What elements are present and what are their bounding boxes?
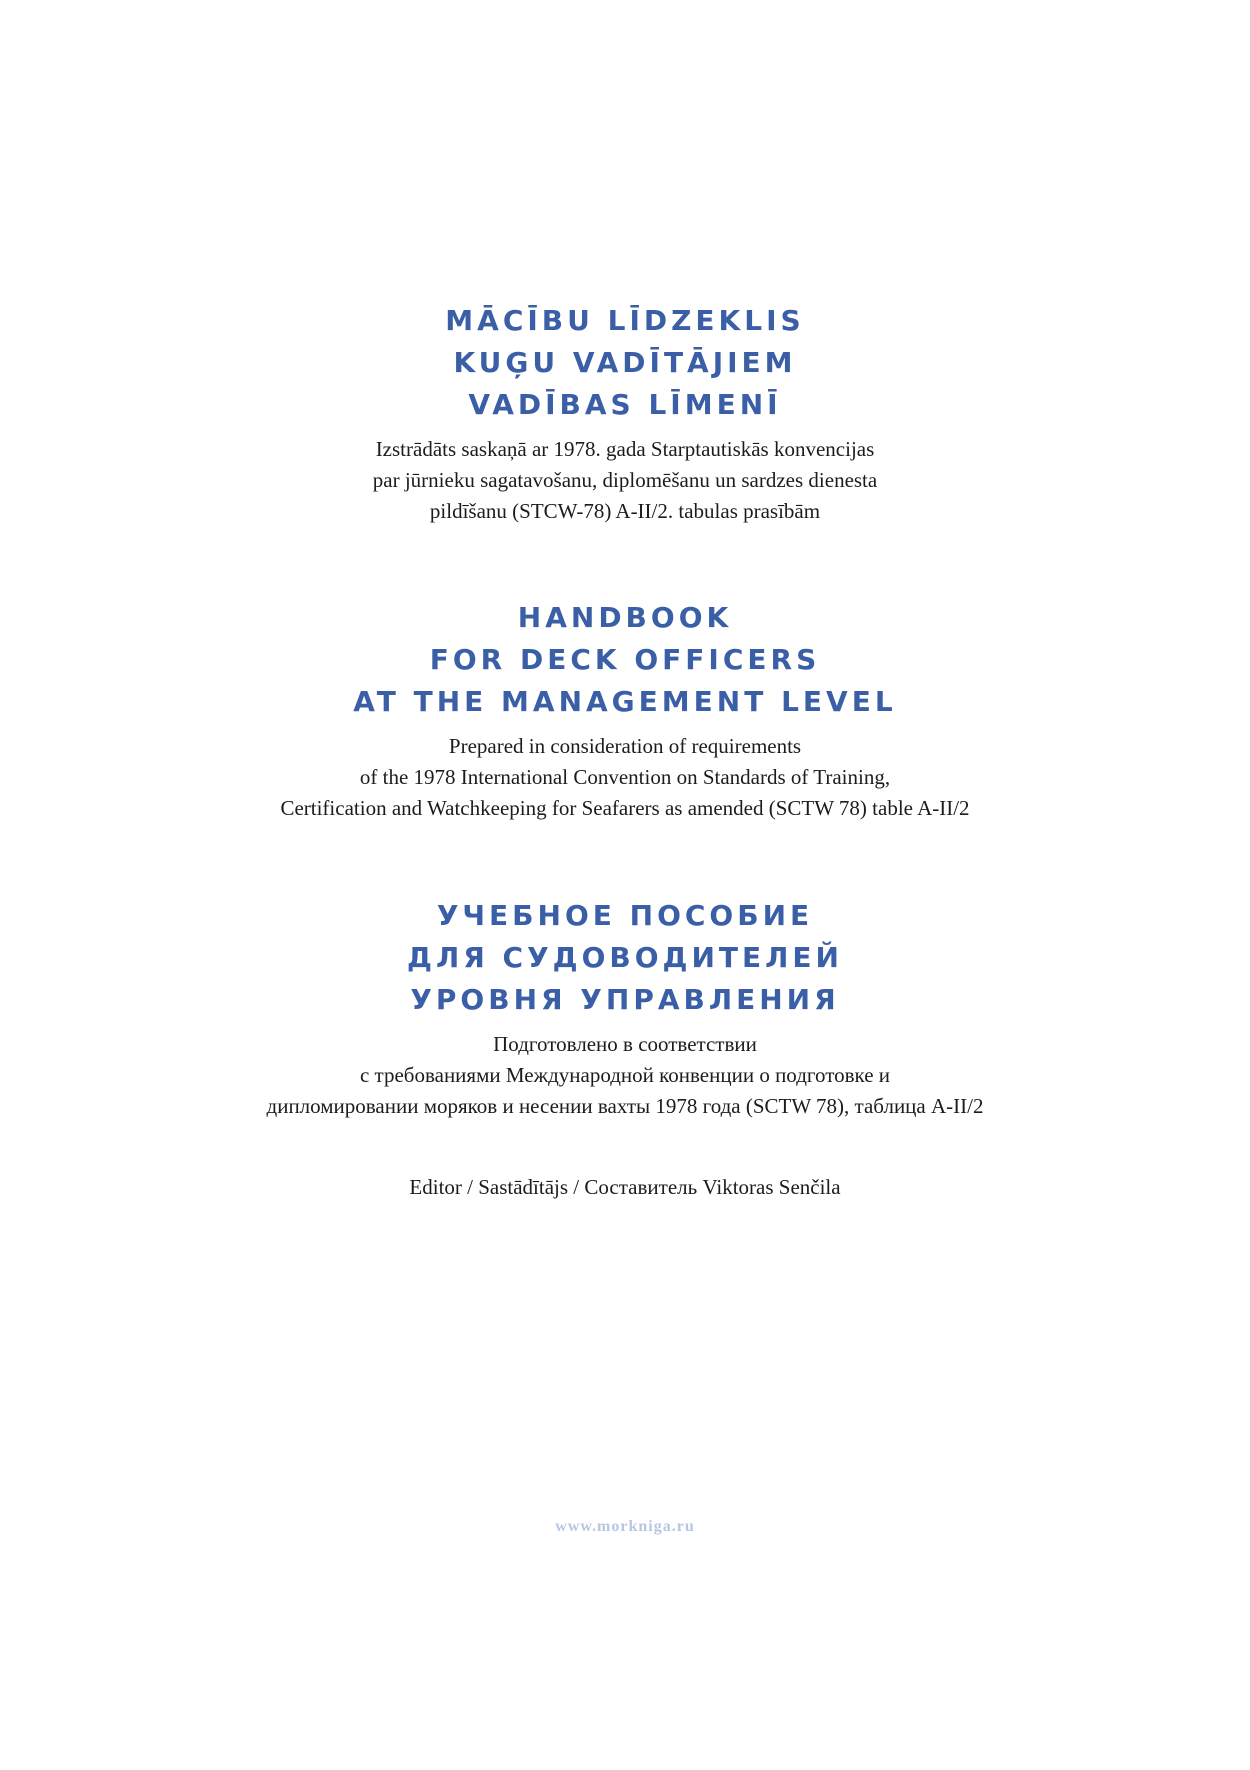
russian-title-line-2: ДЛЯ СУДОВОДИТЕЛЕЙ — [407, 941, 843, 974]
russian-subtitle-line-1: Подготовлено в соответствии — [493, 1032, 757, 1056]
russian-title-block — [0, 895, 1250, 1122]
latvian-subtitle-line-2: par jūrnieku sagatavošanu, diplomēšanu un sardzes dienesta — [372, 468, 878, 492]
english-subtitle-line-2: of the 1978 International Convention on Standards of Training, — [359, 765, 891, 789]
watermark-url: www.morkniga.ru — [555, 1518, 695, 1535]
latvian-title-block — [0, 300, 1250, 527]
latvian-subtitle-line-3: pildīšanu (STCW-78) A-II/2. tabulas prasībām — [429, 499, 821, 523]
english-title-line-2: FOR DECK OFFICERS — [429, 643, 821, 676]
russian-subtitle-line-3: дипломировании моряков и несении вахты 1978 года (SCTW 78), таблица A-II/2 — [266, 1094, 984, 1118]
english-title-line-1: HANDBOOK — [517, 601, 733, 634]
editor-credit: Editor / Sastādītājs / Составитель Viktoras Senčila — [409, 1175, 841, 1199]
english-title-block — [0, 597, 1250, 824]
latvian-subtitle-line-1: Izstrādāts saskaņā ar 1978. gada Starptautiskās konvencijas — [375, 437, 875, 461]
english-title-line-3: AT THE MANAGEMENT LEVEL — [353, 685, 897, 718]
russian-title-line-3: УРОВНЯ УПРАВЛЕНИЯ — [410, 983, 840, 1016]
english-subtitle-line-1: Prepared in consideration of requirements — [448, 734, 802, 758]
latvian-title-line-2: KUĢU VADĪTĀJIEM — [453, 346, 797, 379]
russian-title-line-1: УЧЕБНОЕ ПОСОБИЕ — [436, 899, 814, 932]
latvian-title-line-1: MĀCĪBU LĪDZEKLIS — [445, 304, 805, 337]
russian-subtitle-line-2: с требованиями Международной конвенции о подготовке и — [359, 1063, 891, 1087]
latvian-title-line-3: VADĪBAS LĪMENĪ — [468, 388, 782, 421]
english-subtitle-line-3: Certification and Watchkeeping for Seafarers as amended (SCTW 78) table A-II/2 — [280, 796, 970, 820]
